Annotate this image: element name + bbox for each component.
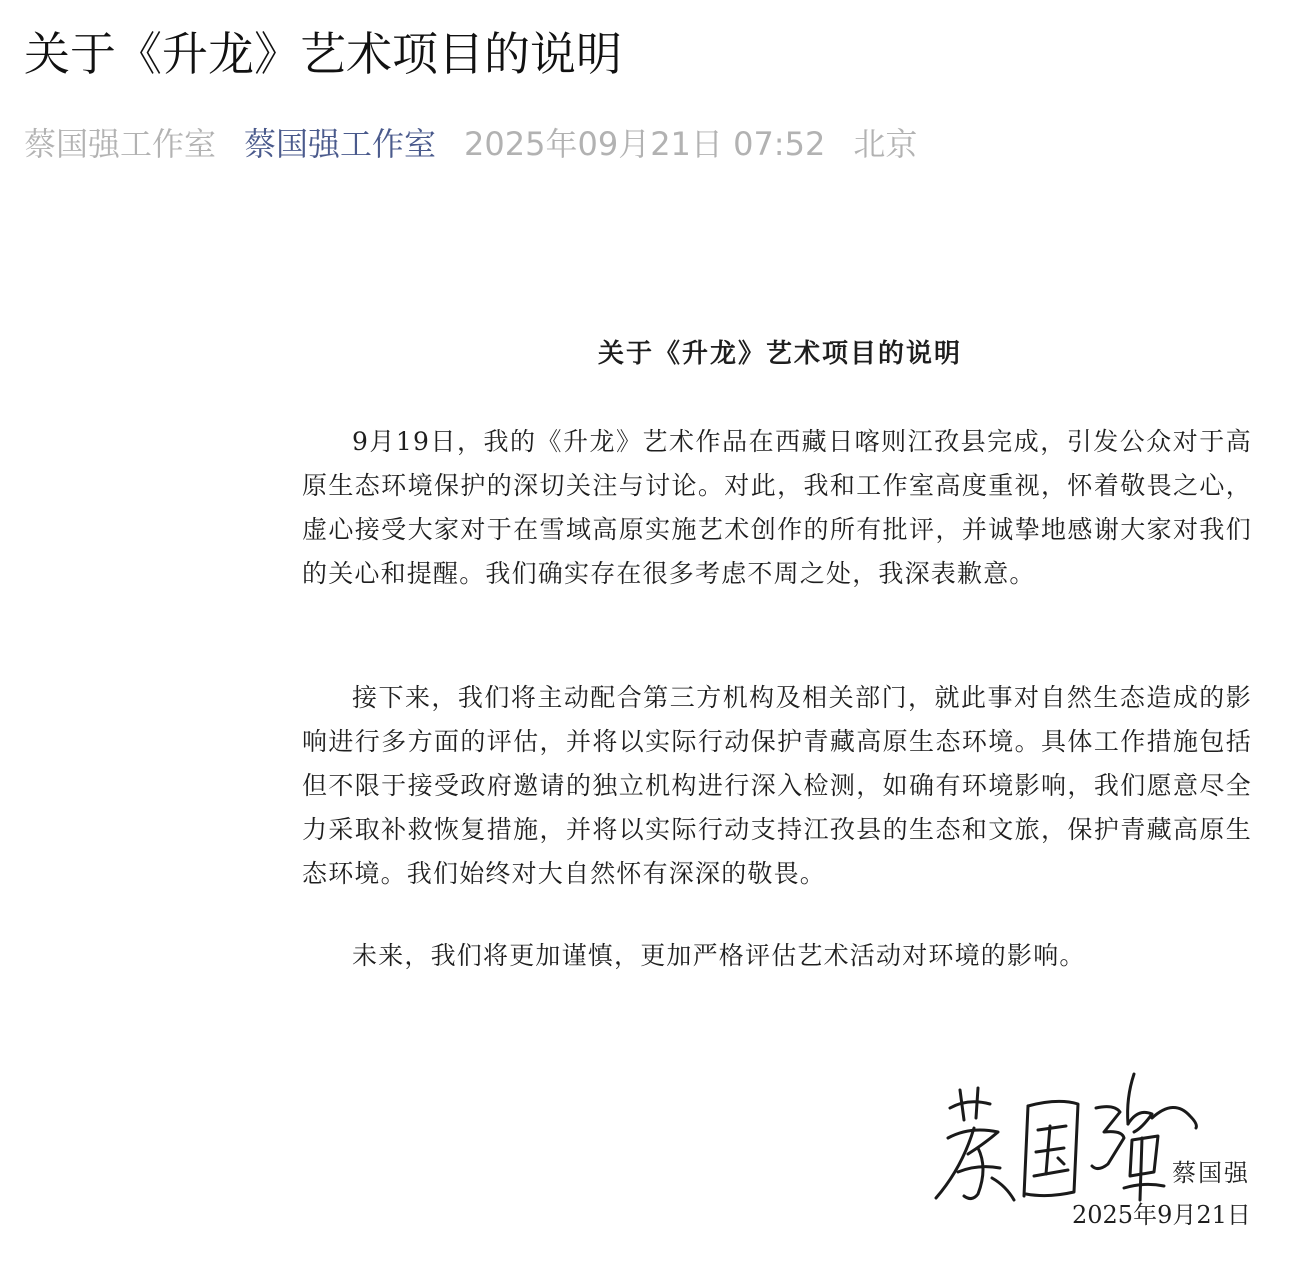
letter-paragraph-3: 未来，我们将更加谨慎，更加严格评估艺术活动对环境的影响。: [352, 941, 1086, 970]
signer-name: 蔡国强: [1172, 1159, 1250, 1187]
author-name: 蔡国强工作室: [24, 125, 217, 163]
letter-title: 关于《升龙》艺术项目的说明: [597, 339, 962, 369]
publish-datetime: 2025年09月21日 07:52: [464, 125, 826, 163]
letter-date: 2025年9月21日: [1072, 1201, 1251, 1229]
account-link[interactable]: 蔡国强工作室: [244, 125, 437, 163]
letter-paragraph-1: 9月19日，我的《升龙》艺术作品在西藏日喀则江孜县完成，引发公众对于高原生态环境保护的深切关注与讨论。对此，我和工作室高度重视，怀着敬畏之心，虚心接受大家对于在雪域高原实施艺术创作的所有批评，并诚挚地感谢大家对我们的关心和提醒。我们确实存在很多考虑不周之处，我深表歉意。: [302, 427, 1252, 588]
letter-paragraph-2: 接下来，我们将主动配合第三方机构及相关部门，就此事对自然生态造成的影响进行多方面的评估，并将以实际行动保护青藏高原生态环境。具体工作措施包括但不限于接受政府邀请的独立机构进行深入检测，如确有环境影响，我们愿意尽全力采取补救恢复措施，并将以实际行动支持江孜县的生态和文旅，保护青藏高原生态环境。我们始终对大自然怀有深深的敬畏。: [302, 683, 1252, 888]
article-title: 关于《升龙》艺术项目的说明: [24, 27, 622, 81]
publish-location: 北京: [853, 125, 918, 163]
